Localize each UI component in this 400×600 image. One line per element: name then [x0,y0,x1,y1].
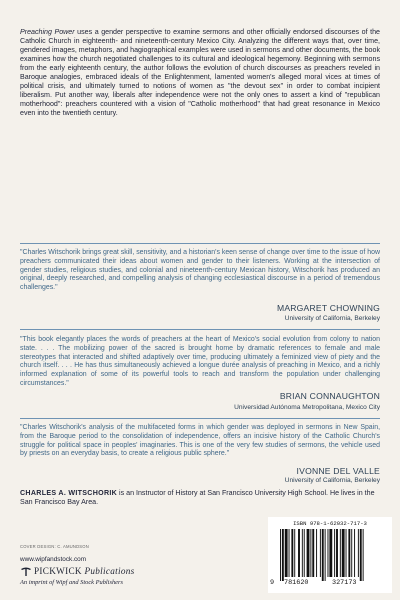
endorser-affiliation: University of California, Berkeley [284,477,380,484]
endorsement-quote: "Charles Witschorik brings great skill, sensitivity, and a historian's keen sense of change over time to the issue of how preachers communicated their ideas about women and gender to their listeners. Working at the intersection of gender studies, religious studies, and colonial and nineteenth-century Mexican history, Witschorik has produced an original, deeply researched, and compelling analysis of changing ecclesiastical discourse in a period of tremendous challenges." [20,249,380,291]
publisher-name-italic: Publications [84,566,135,576]
author-bio-text: is an Instructor of History at San Francisco University High School. He lives in the San Francisco Bay Area. [20,489,375,506]
endorser-name: BRIAN CONNAUGHTON [279,391,380,401]
author-bio [20,489,380,507]
barcode-icon [274,529,386,583]
barcode-digits-left: 781620 [284,579,309,587]
publisher-website: www.wipfandstock.com [20,556,87,563]
description-text: uses a gender perspective to examine sermons and other officially endorsed discourses of the Catholic Church in eighteenth- and nineteenth-century Mexico City. Analyzing the different ways that, over time, gendered images, metaphors, and hagiographical examples were used in sermons and other documents, the book examines how the church negotiated challenges to its cultural and ideological hegemony. Beginning with sermons from the early eighteenth century, the author follows the evolution of church discourses as preachers reveled in Baroque analogies, embraced ideals of the Enlightenment, lamented women's alleged moral vices at times of political crisis, and ultimately turned to notions of women as "the devout sex" in order to combat incipient liberalism. Put another way, liberals after independence were not the only ones to assert a kind of "republican motherhood": preachers countered with a vision of "Catholic motherhood" that had great resonance in Mexico even into the twentieth century. [20,28,380,118]
publisher-imprint: An imprint of Wipf and Stock Publishers [20,579,123,586]
pickaxe-icon [20,566,32,576]
endorser-name: IVONNE DEL VALLE [296,466,380,476]
divider [20,418,380,419]
publisher-name-caps: PICKWICK [34,566,85,576]
book-description [20,28,380,118]
author-name: CHARLES A. WITSCHORIK [20,489,118,497]
isbn-number: ISBN 978-1-62032-717-3 [293,520,367,527]
cover-design-credit: COVER DESIGN: C. AMUNDSON [20,544,89,549]
endorser-affiliation: University of California, Berkeley [284,315,380,322]
publisher-name [34,566,134,576]
divider [20,243,380,244]
isbn-barcode [268,517,392,593]
publisher-logo [20,566,134,576]
endorsement-quote: "Charles Witschorik's analysis of the multifaceted forms in which gender was deployed in sermons in New Spain, from the Baroque period to the consolidation of independence, offers an incisive history of the Catholic Church's struggle for political space in peoples' imaginaries. This is one of the very few studies of sermons, the vehicle used by priests on an everyday basis, to create a religious public sphere." [20,424,380,458]
book-title: Preaching Power [20,28,75,36]
barcode-digits-right: 327173 [332,579,357,587]
endorser-affiliation: Universidad Autónoma Metropolitana, Mexico City [234,404,380,411]
divider [20,329,380,330]
endorser-name: MARGARET CHOWNING [276,303,380,313]
endorsement-quote: "This book elegantly places the words of preachers at the heart of Mexico's social evolution from colony to nation state. . . . The mobilizing power of the sacred is brought home by dramatic references to female and male stereotypes that interacted and shifted adaptively over time, producing ultimately a feminized view of piety and the church itself. . . . He has thus simultaneously achieved a longue durée analysis of preaching in Mexico, and a richly informed explanation of some of its powerful tools to reach and transform the population under challenging circumstances." [20,336,380,387]
barcode-digit-first: 9 [270,579,275,587]
